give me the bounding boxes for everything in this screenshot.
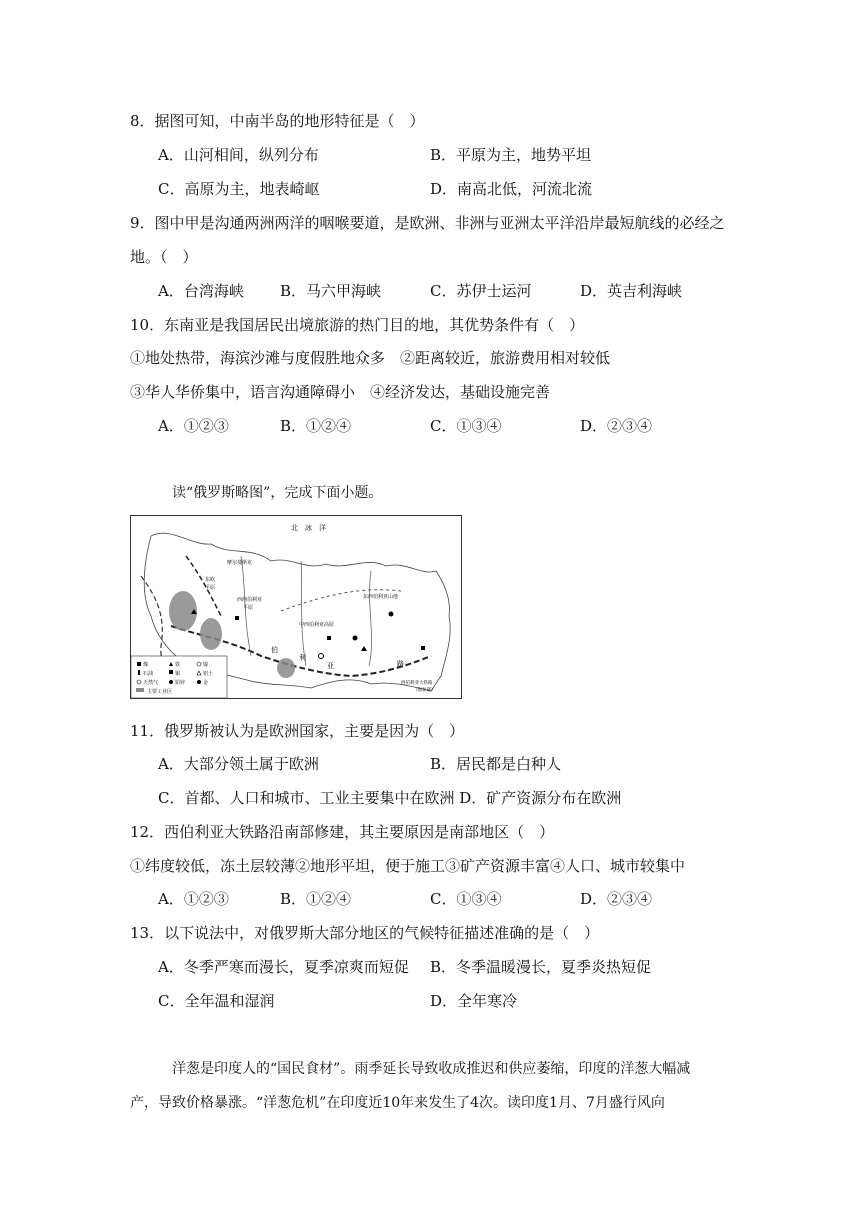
legend-gold: 金 (203, 680, 209, 686)
q8-stem: 8．据图可知，中南半岛的地形特征是（ ） (130, 112, 425, 130)
legend-industrial: 主要工业区 (147, 689, 173, 695)
legend-bauxite: 铝土 (203, 671, 214, 677)
baikal-line (281, 590, 401, 611)
q8-option-b[interactable]: B．平原为主，地势平坦 (430, 146, 592, 164)
gold-symbol (389, 612, 394, 617)
map-label-east-europe-2: 平原 (205, 585, 216, 591)
q8-option-a[interactable]: A．山河相间，纵列分布 (158, 146, 319, 164)
q11-option-a[interactable]: A．大部分领土属于欧洲 (158, 755, 319, 773)
q13-option-d[interactable]: D．全年寒冷 (430, 992, 518, 1010)
legend-oil: 石油 (143, 671, 154, 677)
map-label-ocean: 北 冰 洋 (291, 524, 326, 532)
q9-option-b[interactable]: B．马六甲海峡 (280, 282, 382, 300)
industrial-region-siberia (277, 658, 295, 678)
q10-option-b[interactable]: B．①②④ (280, 417, 352, 435)
q13-stem: 13．以下说法中，对俄罗斯大部分地区的气候特征描述准确的是（ ） (130, 924, 600, 942)
legend-copper: 铜 (175, 671, 181, 677)
q13-option-a[interactable]: A．冬季严寒而漫长，夏季凉爽而短促 (158, 958, 409, 976)
q13-option-c[interactable]: C．全年温和湿润 (158, 992, 275, 1010)
q12-option-b[interactable]: B．①②④ (280, 890, 352, 908)
iron-symbol (361, 646, 367, 651)
q10-statement-2: ③华人华侨集中，语言沟通障碍小 ④经济发达，基础设施完善 (130, 383, 551, 401)
q11-option-b[interactable]: B．居民都是白种人 (430, 755, 562, 773)
q10-statement-1: ①地处热带，海滨沙滩与度假胜地众多 ②距离较近，旅游费用相对较低 (130, 349, 611, 367)
coal-symbol (327, 636, 331, 640)
map-label-west-siberia-2: 平原 (243, 605, 254, 611)
industrial-region-ural (200, 618, 222, 650)
q8-option-c[interactable]: C．高原为主，地表崎岖 (158, 180, 320, 198)
q10-option-a[interactable]: A．①②③ (158, 417, 229, 435)
gold-symbol (353, 636, 358, 641)
map-label-west-siberia-1: 西西伯利亚 (237, 597, 263, 603)
map-label-central-siberia: 中西伯利亚高原 (299, 622, 335, 628)
q11-options-cd[interactable]: C．首都、人口和城市、工业主要集中在欧洲 D．矿产资源分布在欧洲 (158, 789, 622, 807)
q12-stem: 12．西伯利亚大铁路沿南部修建，其主要原因是南部地区（ ） (130, 823, 555, 841)
legend-coal: 煤 (143, 662, 149, 668)
coal-symbol (421, 646, 425, 650)
lead-zinc-symbol (319, 654, 324, 659)
river-lena (369, 571, 372, 666)
legend-nickel: 镍 (203, 662, 209, 668)
map-label-siberia-2: 利 (299, 654, 306, 662)
q8-option-d[interactable]: D．南高北低，河流北流 (430, 180, 593, 198)
map-label-siberia-3: 亚 (327, 662, 334, 670)
river-yenisei (301, 561, 306, 666)
q9-stem-line2: 地。（ ） (130, 248, 198, 266)
russia-intro: 读“俄罗斯略图”，完成下面小题。 (172, 485, 383, 501)
q10-option-d[interactable]: D．②③④ (580, 417, 653, 435)
q12-option-c[interactable]: C．①③④ (430, 890, 502, 908)
map-label-siberia-1: 伯 (271, 646, 278, 654)
legend-lead-zinc: 铅锌 (175, 680, 186, 686)
legend-iron: 铁 (175, 662, 181, 668)
q12-option-d[interactable]: D．②③④ (580, 890, 653, 908)
q9-stem-line1: 9．图中甲是沟通两洲两洋的咽喉要道，是欧洲、非洲与亚洲太平洋沿岸最短航线的必经之 (130, 214, 725, 232)
russia-map (130, 515, 462, 699)
map-label-railway-2: （海参崴） (413, 688, 436, 693)
q9-option-a[interactable]: A．台湾海峡 (158, 282, 244, 300)
q10-option-c[interactable]: C．①③④ (430, 417, 502, 435)
q9-option-c[interactable]: C．苏伊士运河 (430, 282, 532, 300)
map-label-east-europe-1: 东欧 (205, 577, 216, 583)
coal-symbol (235, 616, 239, 620)
onion-passage-line1: 洋葱是印度人的“国民食材”。雨季延长导致收成推迟和供应萎缩，印度的洋葱大幅减 (172, 1061, 691, 1077)
legend-gas: 天然气 (143, 680, 159, 686)
q13-option-b[interactable]: B．冬季温暖漫长，夏季炎热短促 (430, 958, 652, 976)
map-label-east-siberia: 东西伯利亚山地 (363, 594, 399, 600)
map-label-murmansk: 摩尔曼斯克 (227, 560, 253, 566)
q12-statements: ①纬度较低，冻土层较薄②地形平坦，便于施工③矿产资源丰富④人口、城市较集中 (130, 857, 686, 875)
q12-option-a[interactable]: A．①②③ (158, 890, 229, 908)
map-label-siberia-4: 路 (397, 660, 404, 668)
onion-passage-line2: 产，导致价格暴涨。“洋葱危机”在印度近10年来发生了4次。读印度1月、7月盛行风向 (130, 1095, 665, 1111)
q11-stem: 11．俄罗斯被认为是欧洲国家，主要是因为（ ） (130, 722, 465, 740)
q10-stem: 10．东南亚是我国居民出境旅游的热门目的地，其优势条件有（ ） (130, 316, 585, 334)
q9-option-d[interactable]: D．英吉利海峡 (580, 282, 683, 300)
map-label-railway-1: 西伯利亚大铁路 (401, 681, 433, 686)
